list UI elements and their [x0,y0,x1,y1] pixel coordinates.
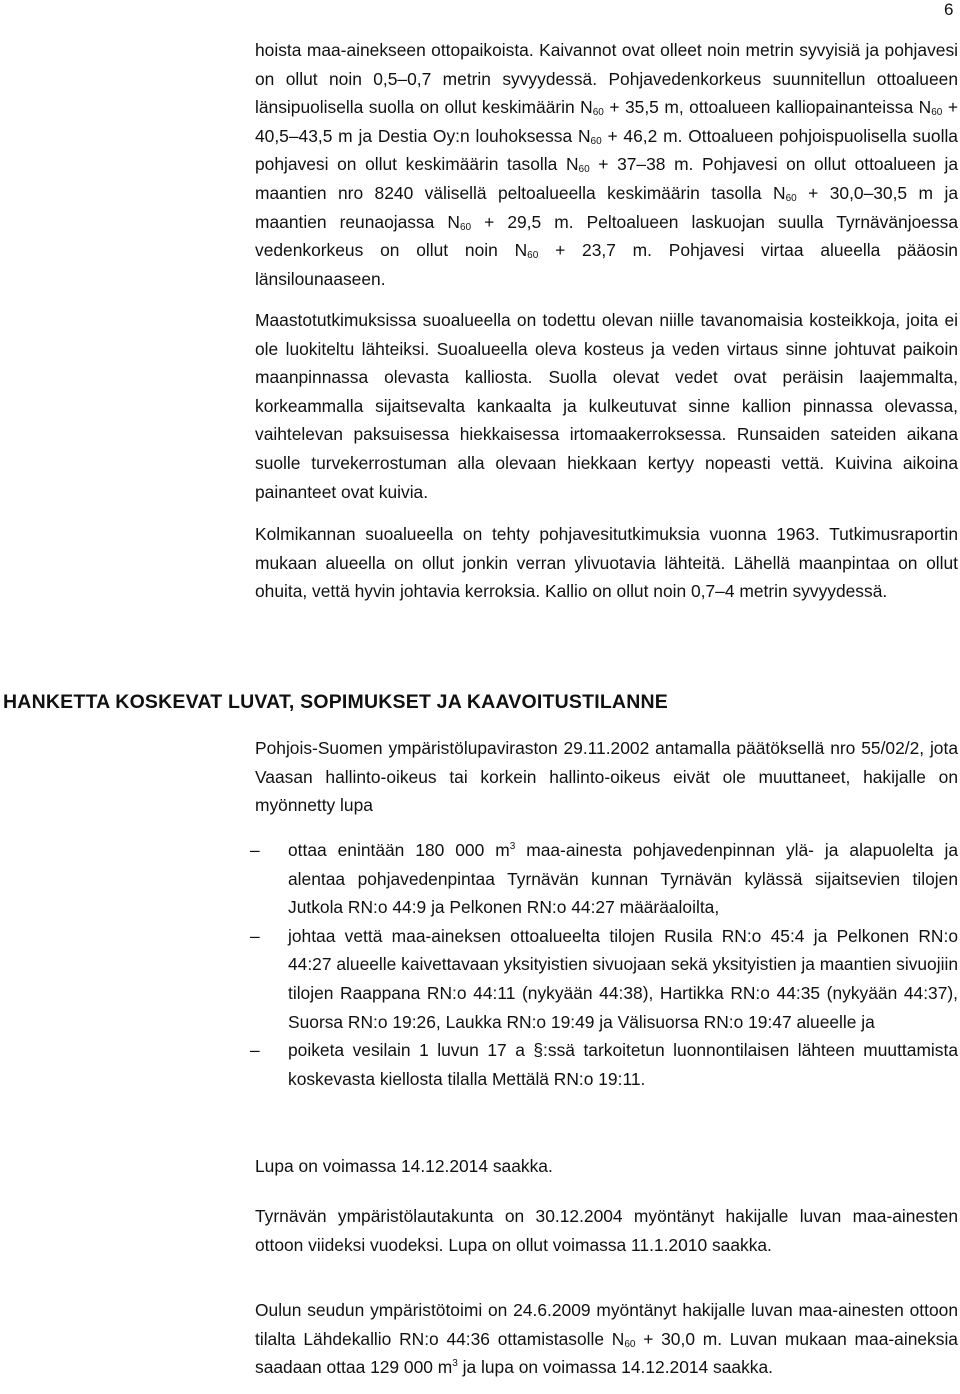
subscript: 60 [578,164,590,176]
paragraph-text: Lupa on voimassa 14.12.2014 saakka. [255,1156,553,1176]
paragraph-kolmikanta-survey [255,520,958,606]
paragraph-text: Pohjois-Suomen ympäristölupaviraston 29.11.2002 antamalla päätöksellä nro 55/02/2, jota Vaasan hallinto-oikeus tai korkein hallinto-oikeus eivät ole muuttaneet, hakijalle on myönnetty lupa [255,738,958,816]
paragraph-text: Maastotutkimuksissa suoalueella on todettu olevan niille tavanomaisia kosteikkoja, joita ei ole luokiteltu lähteiksi. Suoalueella oleva kosteus ja veden virtaus sinne johtuvat paikoin maanpinnassa olevasta kalliosta. Suolla olevat vedet ovat peräisin laajemmalta, korkeammalla sijaitsevalta kankaalta ja kulkeutuvat sinne kallion pinnassa olevassa, vaihtelevan paksuisessa hiekkaisessa irtomaakerroksessa. Runsaiden sateiden aikana suolle turvekerrostuman alla olevaan hiekkaan kertyy nopeasti vettä. Kuivina aikoina painanteet ovat kuivia. [255,310,958,502]
section-heading: HANKETTA KOSKEVAT LUVAT, SOPIMUKSET JA KAAVOITUSTILANNE [3,691,668,713]
superscript: 3 [509,841,516,852]
subscript: 60 [624,1338,636,1350]
paragraph-text: hoista maa-ainekseen ottopaikoista. Kaivannot ovat olleet noin metrin syvyisiä ja pohjavesi on ollut noin 0,5–0,7 metrin syvyydessä. Pohjavedenkorkeus suunnitellun ottoalueen länsipuolisella suolla on ollut keskimäärin $N_{60} + 35,5$ m, ottoalueen kalliopainanteissa $N_{60} + 40,5-43,5$ m ja Destia Oy:n louhoksessa $N_{60} + 46,2$ m. Ottoalueen pohjoispuolisella suolla pohjavesi on ollut keskimäärin tasolla $N_{60} + 37-38$ m. Pohjavesi on ollut ottoalueen ja maantien nro 8240 välisellä peltoalueella keskimäärin tasolla $N_{60} + 30,0-30,5$ m ja maantien reunaojassa $N_{60} + 29,5$ m. Peltoalueen laskuojan suulla Tyrnävänjoessa vedenkorkeus on ollut noin $N_{60} + 23,7$ m. Pohjavesi virtaa alueella pääosin länsilounaaseen. [255,40,958,289]
paragraph-text: Kolmikannan suoalueella on tehty pohjavesitutkimuksia vuonna 1963. Tutkimusraportin mukaan alueella on ollut jonkin verran ylivuotavia lähteitä. Lähellä maanpintaa on ollut ohuita, vettä hyvin johtavia kerroksia. Kallio on ollut noin 0,7–4 metrin syvyydessä. [255,524,958,602]
list-item-text: poiketa vesilain 1 luvun 17 a §:ssä tarkoitetun luonnontilaisen lähteen muuttamista koskevasta kiellosta tilalla Mettälä RN:o 19:11. [288,1040,958,1089]
list-item-text: johtaa vettä maa-aineksen ottoalueelta tilojen Rusila RN:o 45:4 ja Pelkonen RN:o 44:27 alueelle kaivettavaan yksityistien sivuojaan sekä yksityistien ja maantien sivuojiin tilojen Raappana RN:o 44:11 (nykyään 44:38), Hartikka RN:o 44:35 (nykyään 44:37), Suorsa RN:o 19:26, Laukka RN:o 19:49 ja Välisuorsa RN:o 19:47 alueelle ja [288,925,958,1032]
list-item-text: ottaa enintään 180 000 $m^3$ maa-ainesta pohjavedenpinnan ylä- ja alapuolelta ja alentaa pohjavedenpintaa Tyrnävän kunnan Tyrnävän kylässä sijaitsevien tilojen Jutkola RN:o 44:9 ja Pelkonen RN:o 44:27 määräaloilta, [288,840,958,918]
page-number: 6 [944,0,954,19]
paragraph-text: Tyrnävän ympäristölautakunta on 30.12.2004 myöntänyt hakijalle luvan maa-ainesten ottoon viideksi vuodeksi. Lupa on ollut voimassa 11.1.2010 saakka. [255,1206,958,1255]
subscript: 60 [931,107,943,119]
list-item [250,1036,958,1093]
dash-bullet: – [250,1040,260,1061]
paragraph-permit-decision [255,734,958,820]
superscript: 3 [452,1358,458,1370]
subscript: 60 [527,250,539,262]
list-item [250,836,958,922]
subscript: 60 [590,135,602,147]
paragraph-permit-validity [255,1152,958,1181]
subscript: 60 [459,221,472,233]
paragraph-environmental-board [255,1202,958,1259]
dash-bullet: – [250,925,260,946]
paragraph-groundwater-levels [255,36,958,293]
paragraph-text: Oulun seudun ympäristötoimi on 24.6.2009 myöntänyt hakijalle luvan maa-ainesten ottoon tilalta Lähdekallio RN:o 44:36 ottamistasolle $N_{60} + 30,0$ m. Luvan mukaan maa-aineksia saadaan ottaa 129 000 $m^3$ ja lupa on voimassa 14.12.2014 saakka. [255,1300,958,1378]
subscript: 60 [785,192,797,204]
list-item [250,922,958,1036]
paragraph-oulu-permit [255,1296,958,1382]
subscript: 60 [592,107,604,119]
paragraph-field-surveys [255,306,958,506]
dash-bullet: – [250,840,260,860]
permit-conditions-list [250,836,958,1093]
